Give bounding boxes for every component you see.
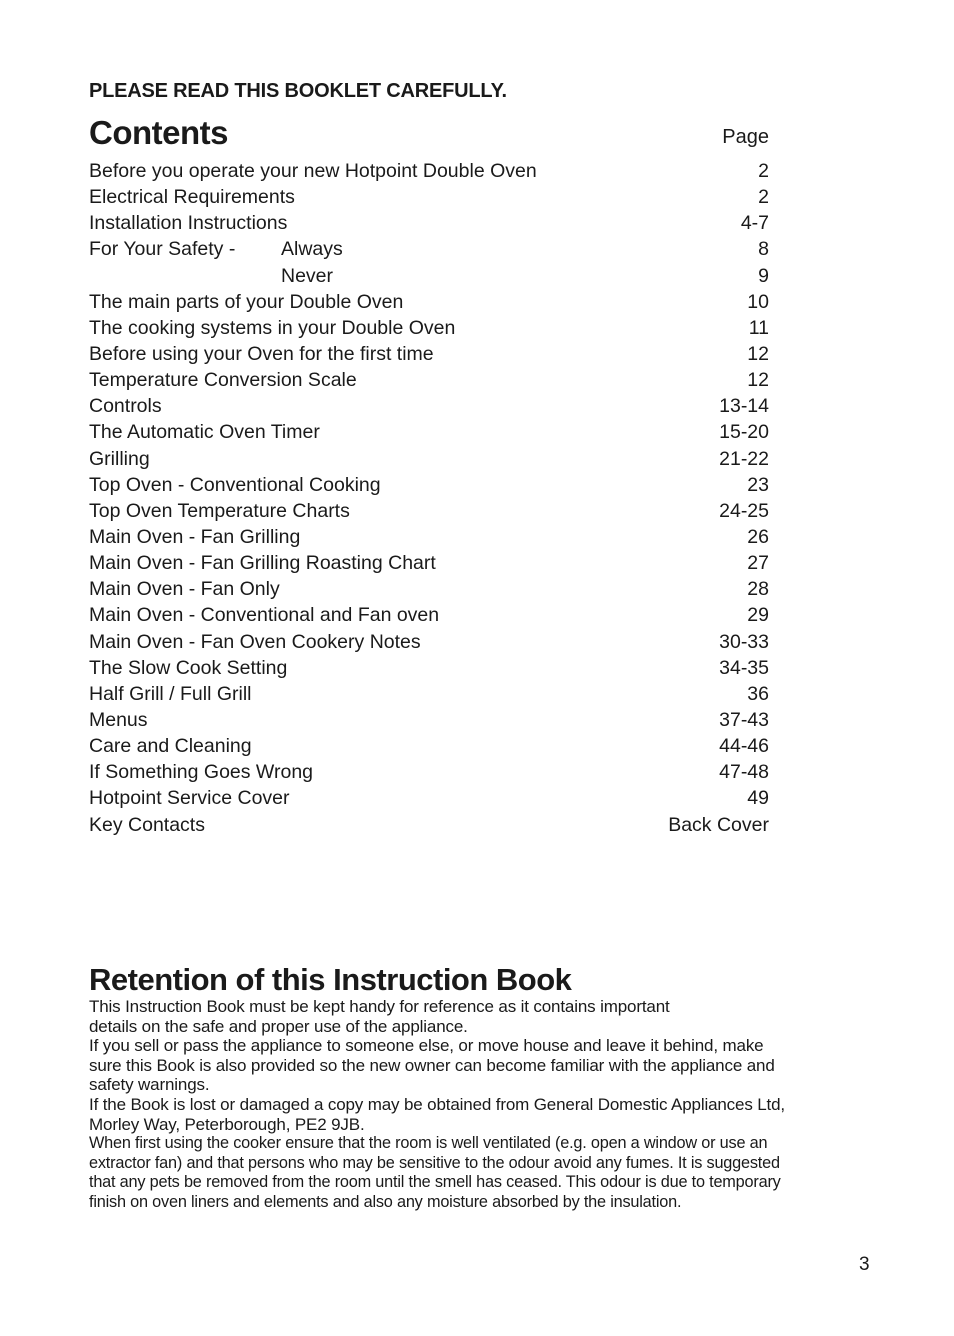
toc-entry-page: 24-25 [719,499,769,522]
toc-entry-title: Controls [89,395,162,418]
toc-entry [89,419,769,445]
toc-entry [89,341,769,367]
toc-entry-page: 30-33 [719,630,769,653]
toc-entry-title: The main parts of your Double Oven [89,290,404,313]
toc-entry-page: 2 [758,186,769,209]
contents-title: Contents [89,114,228,151]
toc-entry-title: Electrical Requirements [89,186,295,209]
retention-paragraph-1 [89,997,904,1036]
toc-entry-page: 9 [758,264,769,287]
toc-entry [89,184,769,210]
toc-entry [89,315,769,341]
text-line: extractor fan) and that persons who may be sensitive to the odour avoid any fumes. It is suggested [89,1153,780,1172]
toc-entry-title: Main Oven - Fan Oven Cookery Notes [89,630,421,653]
toc-entry-page: 34-35 [719,656,769,679]
toc-entry-page: 12 [747,369,769,392]
toc-entry-title: Half Grill / Full Grill [89,682,252,705]
text-line: If you sell or pass the appliance to someone else, or move house and leave it behind, make [89,1036,764,1055]
text-line: Morley Way, Peterborough, PE2 9JB. [89,1114,365,1134]
toc-entry [89,498,769,524]
toc-entry-page: 44-46 [719,735,769,758]
toc-entry-title: The Slow Cook Setting [89,656,288,679]
toc-entry-page: 47-48 [719,761,769,784]
toc-entry [89,367,769,393]
toc-entry [89,236,769,262]
toc-entry [89,158,769,184]
toc-entry [89,655,769,681]
toc-entry-subtitle: Never [281,264,334,287]
toc-entry-page: 4-7 [740,212,769,235]
retention-paragraph-4 [89,1134,904,1212]
toc-entry [89,524,769,550]
toc-entry [89,446,769,472]
toc-entry-page: 10 [747,290,769,313]
toc-entry-title: The cooking systems in your Double Oven [89,316,456,339]
toc-entry-title: Before you operate your new Hotpoint Double Oven [89,160,537,182]
retention-paragraph-3 [89,1095,904,1134]
toc-entry-title: Key Contacts [89,813,205,836]
retention-paragraph-2 [89,1036,904,1095]
toc-entry-title: Temperature Conversion Scale [89,369,357,392]
toc-entry [89,602,769,628]
toc-entry-page: 27 [747,552,769,575]
toc-entry [89,785,769,811]
toc-entry [89,210,769,236]
toc-entry-page: 13-14 [719,395,769,418]
toc-entry-title: For Your Safety - [89,238,236,261]
toc-entry-page: 36 [747,682,769,705]
toc-entry-page: 23 [747,473,769,496]
text-line: This Instruction Book must be kept handy for reference as it contains important [89,997,670,1016]
toc-entry [89,629,769,655]
retention-title: Retention of this Instruction Book [89,962,572,997]
toc-entry-title: Menus [89,708,148,731]
toc-entry-title: Before using your Oven for the first time [89,342,434,365]
text-line: When first using the cooker ensure that the room is well ventilated (e.g. open a window or use an [89,1134,768,1152]
toc-entry-subtitle: Always [281,238,343,261]
toc-entry-title: Top Oven - Conventional Cooking [89,473,381,496]
toc-entry-title: Care and Cleaning [89,735,252,758]
toc-entry [89,733,769,759]
toc-entry-page: 37-43 [719,708,769,731]
toc-entry-title: Top Oven Temperature Charts [89,499,350,522]
text-line: If the Book is lost or damaged a copy may be obtained from General Domestic Appliances Ltd, [89,1095,786,1114]
toc-entry-page: 12 [747,342,769,365]
toc-entry [89,263,769,289]
toc-entry-page: 8 [758,238,769,261]
toc-entry [89,550,769,576]
toc-entry-page: 15-20 [719,421,769,444]
toc-entry-page: 11 [748,316,769,339]
toc-entry [89,812,769,838]
page-number: 3 [859,1254,870,1275]
page-column-label: Page [722,126,769,148]
toc-entry [89,289,769,315]
toc-entry-page: 26 [747,525,769,548]
toc-entry-page: 28 [747,578,769,601]
toc-entry-title: Main Oven - Conventional and Fan oven [89,604,440,627]
toc-entry-title: Installation Instructions [89,212,288,235]
text-line: safety warnings. [89,1075,210,1095]
contents-header [89,114,769,156]
read-carefully-notice: PLEASE READ THIS BOOKLET CAREFULLY. [89,80,507,102]
table-of-contents [89,158,769,838]
toc-entry-page: Back Cover [668,813,769,836]
text-line: sure this Book is also provided so the new owner can become familiar with the appliance and [89,1055,775,1075]
toc-entry-title: Main Oven - Fan Grilling Roasting Chart [89,552,436,575]
toc-entry [89,393,769,419]
text-line: finish on oven liners and elements and also any moisture absorbed by the insulation. [89,1192,682,1211]
toc-entry [89,681,769,707]
toc-entry-title: Main Oven - Fan Grilling [89,525,301,548]
toc-entry-page: 21-22 [719,447,769,470]
toc-entry-title: Grilling [89,447,150,470]
text-line: that any pets be removed from the room until the smell has ceased. This odour is due to temporary [89,1173,781,1192]
toc-entry [89,707,769,733]
toc-entry [89,576,769,602]
toc-entry [89,759,769,785]
toc-entry [89,472,769,498]
toc-entry-page: 29 [747,604,769,627]
toc-entry-title: If Something Goes Wrong [89,761,314,784]
toc-entry-title: Hotpoint Service Cover [89,787,290,810]
toc-entry-page: 49 [747,787,769,810]
toc-entry-title: The Automatic Oven Timer [89,421,320,444]
text-line: details on the safe and proper use of the appliance. [89,1016,468,1036]
toc-entry-page: 2 [758,160,769,182]
toc-entry-title: Main Oven - Fan Only [89,578,280,601]
